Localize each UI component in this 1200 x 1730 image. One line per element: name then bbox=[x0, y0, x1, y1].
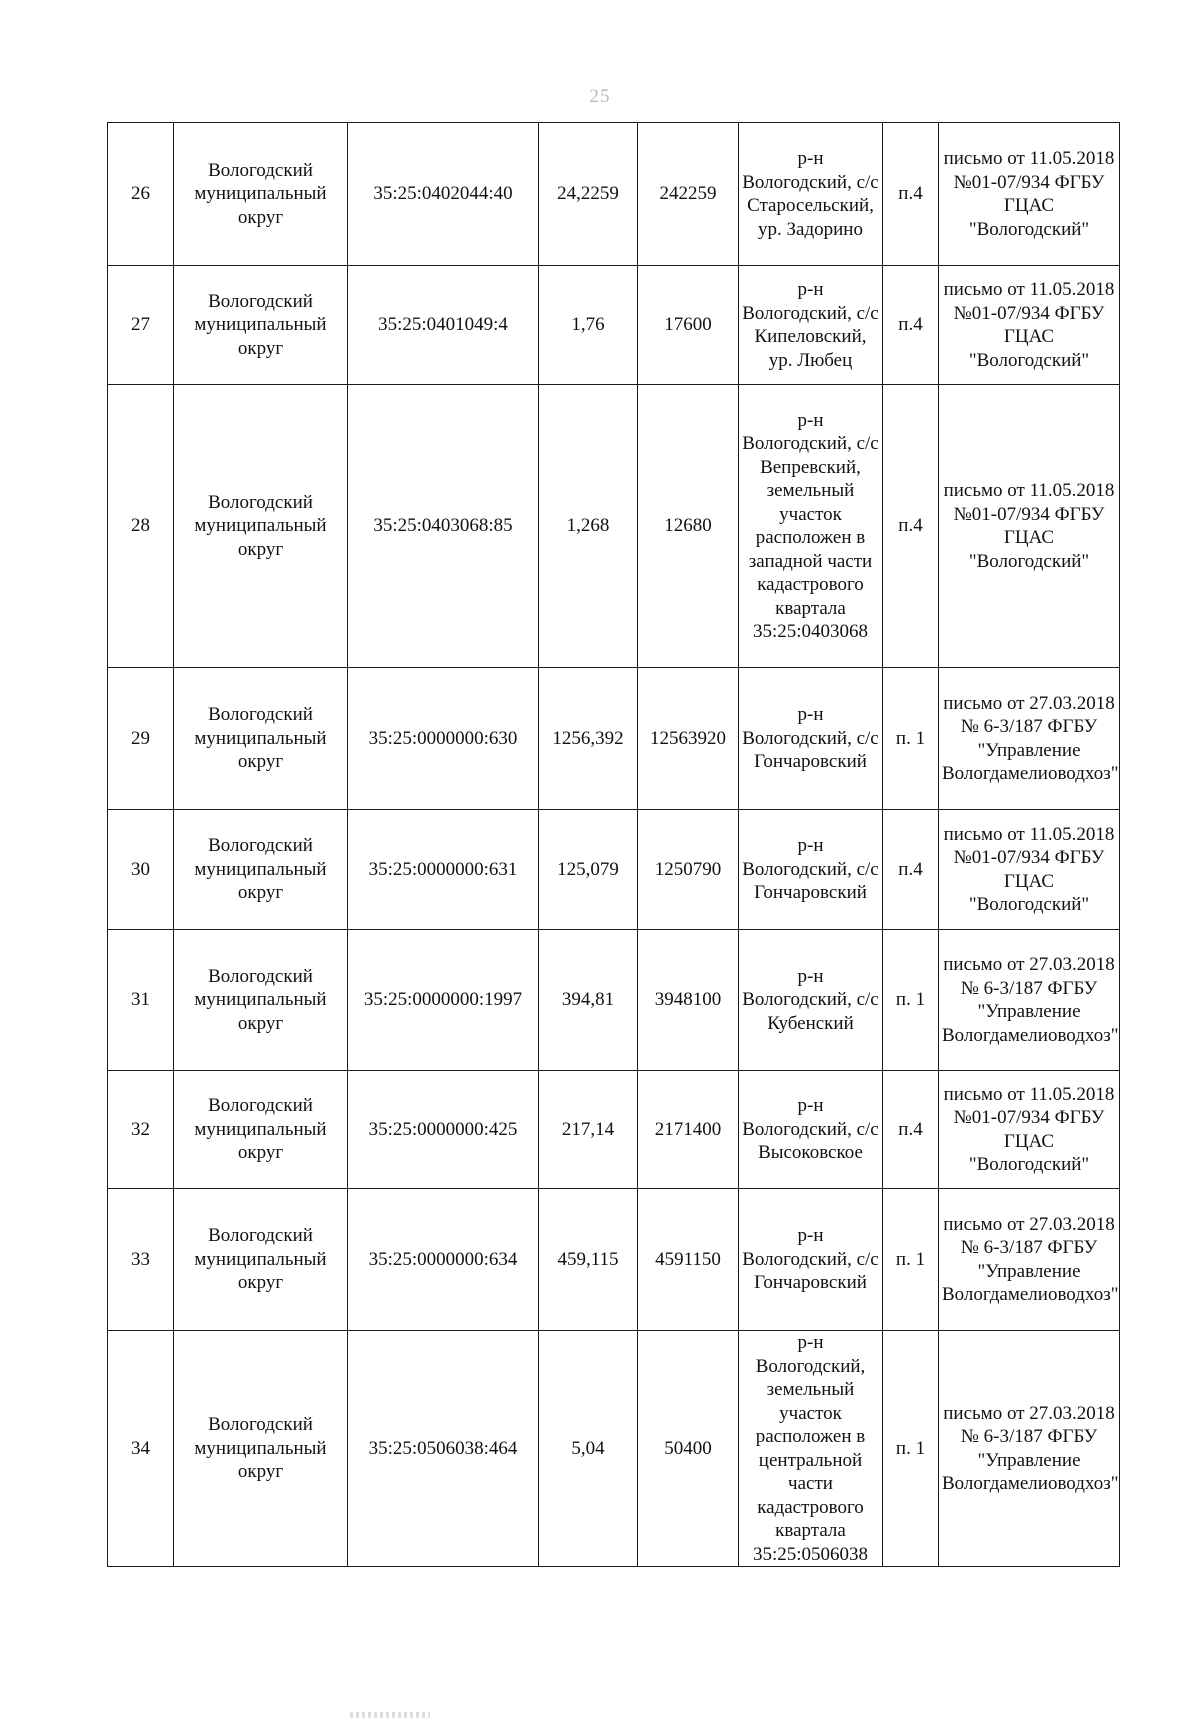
cadastral-number-cell: 35:25:0403068:85 bbox=[348, 385, 539, 668]
source-cell: письмо от 27.03.2018 № 6-3/187 ФГБУ "Управление Вологдамелиоводхоз" bbox=[939, 1331, 1120, 1567]
table-row bbox=[108, 1331, 1120, 1567]
cadastral-number-cell: 35:25:0402044:40 bbox=[348, 123, 539, 266]
location-cell: р-н Вологодский, с/с Гончаровский bbox=[739, 1189, 883, 1331]
area-m2-cell: 17600 bbox=[638, 266, 739, 385]
row-number: 32 bbox=[108, 1071, 174, 1189]
cadastral-number-cell: 35:25:0401049:4 bbox=[348, 266, 539, 385]
clause-cell: п.4 bbox=[883, 810, 939, 930]
district-cell: Вологодский муниципальный округ bbox=[174, 1189, 348, 1331]
clause-cell: п. 1 bbox=[883, 930, 939, 1071]
clause-cell: п.4 bbox=[883, 266, 939, 385]
land-plot-table bbox=[107, 122, 1120, 1567]
cadastral-number-cell: 35:25:0000000:425 bbox=[348, 1071, 539, 1189]
clause-cell: п. 1 bbox=[883, 1331, 939, 1567]
clause-cell: п. 1 bbox=[883, 668, 939, 810]
source-cell: письмо от 11.05.2018 №01-07/934 ФГБУ ГЦАС "Вологодский" bbox=[939, 385, 1120, 668]
row-number: 28 bbox=[108, 385, 174, 668]
table-row bbox=[108, 930, 1120, 1071]
location-cell: р-н Вологодский, с/с Старосельский, ур. Задорино bbox=[739, 123, 883, 266]
row-number: 27 bbox=[108, 266, 174, 385]
cadastral-number-cell: 35:25:0506038:464 bbox=[348, 1331, 539, 1567]
source-cell: письмо от 27.03.2018 № 6-3/187 ФГБУ "Управление Вологдамелиоводхоз" bbox=[939, 1189, 1120, 1331]
area-ha-cell: 5,04 bbox=[539, 1331, 638, 1567]
scan-artifact bbox=[350, 1712, 430, 1718]
row-number: 31 bbox=[108, 930, 174, 1071]
area-m2-cell: 242259 bbox=[638, 123, 739, 266]
source-cell: письмо от 11.05.2018 №01-07/934 ФГБУ ГЦАС "Вологодский" bbox=[939, 266, 1120, 385]
area-ha-cell: 24,2259 bbox=[539, 123, 638, 266]
area-m2-cell: 4591150 bbox=[638, 1189, 739, 1331]
row-number: 33 bbox=[108, 1189, 174, 1331]
row-number: 30 bbox=[108, 810, 174, 930]
clause-cell: п.4 bbox=[883, 385, 939, 668]
area-m2-cell: 3948100 bbox=[638, 930, 739, 1071]
location-cell: р-н Вологодский, с/с Высоковское bbox=[739, 1071, 883, 1189]
area-m2-cell: 50400 bbox=[638, 1331, 739, 1567]
page-number: 25 bbox=[589, 86, 611, 107]
source-cell: письмо от 11.05.2018 №01-07/934 ФГБУ ГЦАС "Вологодский" bbox=[939, 123, 1120, 266]
district-cell: Вологодский муниципальный округ bbox=[174, 1071, 348, 1189]
cadastral-number-cell: 35:25:0000000:631 bbox=[348, 810, 539, 930]
area-m2-cell: 1250790 bbox=[638, 810, 739, 930]
source-cell: письмо от 11.05.2018 №01-07/934 ФГБУ ГЦАС "Вологодский" bbox=[939, 1071, 1120, 1189]
district-cell: Вологодский муниципальный округ bbox=[174, 930, 348, 1071]
area-m2-cell: 2171400 bbox=[638, 1071, 739, 1189]
table-row bbox=[108, 668, 1120, 810]
table-row bbox=[108, 1189, 1120, 1331]
source-cell: письмо от 27.03.2018 № 6-3/187 ФГБУ "Управление Вологдамелиоводхоз" bbox=[939, 668, 1120, 810]
area-ha-cell: 394,81 bbox=[539, 930, 638, 1071]
clause-cell: п.4 bbox=[883, 1071, 939, 1189]
district-cell: Вологодский муниципальный округ bbox=[174, 668, 348, 810]
location-cell: р-н Вологодский, с/с Кипеловский, ур. Любец bbox=[739, 266, 883, 385]
source-cell: письмо от 11.05.2018 №01-07/934 ФГБУ ГЦАС "Вологодский" bbox=[939, 810, 1120, 930]
row-number: 29 bbox=[108, 668, 174, 810]
row-number: 34 bbox=[108, 1331, 174, 1567]
source-cell: письмо от 27.03.2018 № 6-3/187 ФГБУ "Управление Вологдамелиоводхоз" bbox=[939, 930, 1120, 1071]
table-row bbox=[108, 810, 1120, 930]
location-cell: р-н Вологодский, с/с Гончаровский bbox=[739, 810, 883, 930]
area-ha-cell: 217,14 bbox=[539, 1071, 638, 1189]
clause-cell: п.4 bbox=[883, 123, 939, 266]
table-row bbox=[108, 385, 1120, 668]
cadastral-number-cell: 35:25:0000000:630 bbox=[348, 668, 539, 810]
area-m2-cell: 12563920 bbox=[638, 668, 739, 810]
row-number: 26 bbox=[108, 123, 174, 266]
location-cell: р-н Вологодский, земельный участок расположен в центральной части кадастрового квартала 35:25:0506038 bbox=[739, 1331, 883, 1567]
table-row bbox=[108, 266, 1120, 385]
cadastral-number-cell: 35:25:0000000:1997 bbox=[348, 930, 539, 1071]
area-ha-cell: 1,76 bbox=[539, 266, 638, 385]
table-row bbox=[108, 123, 1120, 266]
area-ha-cell: 1256,392 bbox=[539, 668, 638, 810]
location-cell: р-н Вологодский, с/с Вепревский, земельный участок расположен в западной части кадастрового квартала 35:25:0403068 bbox=[739, 385, 883, 668]
district-cell: Вологодский муниципальный округ bbox=[174, 810, 348, 930]
area-ha-cell: 459,115 bbox=[539, 1189, 638, 1331]
district-cell: Вологодский муниципальный округ bbox=[174, 385, 348, 668]
table-row bbox=[108, 1071, 1120, 1189]
district-cell: Вологодский муниципальный округ bbox=[174, 123, 348, 266]
area-ha-cell: 125,079 bbox=[539, 810, 638, 930]
district-cell: Вологодский муниципальный округ bbox=[174, 1331, 348, 1567]
district-cell: Вологодский муниципальный округ bbox=[174, 266, 348, 385]
cadastral-number-cell: 35:25:0000000:634 bbox=[348, 1189, 539, 1331]
location-cell: р-н Вологодский, с/с Кубенский bbox=[739, 930, 883, 1071]
area-ha-cell: 1,268 bbox=[539, 385, 638, 668]
location-cell: р-н Вологодский, с/с Гончаровский bbox=[739, 668, 883, 810]
area-m2-cell: 12680 bbox=[638, 385, 739, 668]
clause-cell: п. 1 bbox=[883, 1189, 939, 1331]
